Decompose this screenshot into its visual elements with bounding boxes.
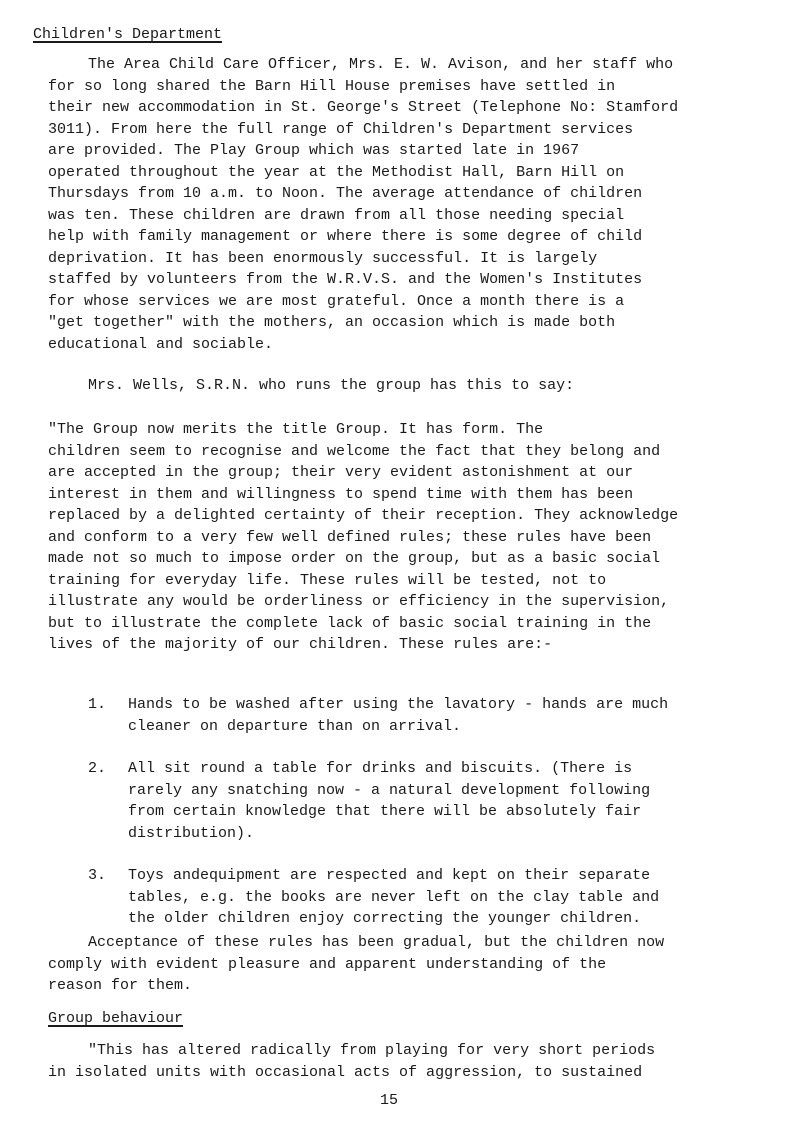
rule-item [88, 694, 788, 737]
text-line: training for everyday life. These rules will be tested, not to [48, 571, 607, 589]
text-line: Toys andequipment are respected and kept on their separate [128, 867, 651, 884]
section-heading-group-behaviour: Group behaviour [48, 1010, 184, 1027]
section-heading-childrens-department: Children's Department [33, 26, 223, 43]
text-line: children seem to recognise and welcome the fact that they belong and [48, 442, 661, 460]
text-line: distribution). [128, 824, 255, 842]
behaviour-paragraph [48, 1040, 788, 1083]
rule-number: 2. [88, 760, 107, 777]
text-line: tables, e.g. the books are never left on the clay table and [128, 888, 660, 906]
quote-paragraph [48, 419, 788, 656]
text-line: reason for them. [48, 977, 193, 994]
text-line: are provided. The Play Group which was started late in 1967 [48, 142, 580, 159]
text-line: the older children enjoy correcting the younger children. [128, 910, 642, 927]
rule-number: 1. [88, 696, 107, 713]
text-line: staffed by volunteers from the W.R.V.S. and the Women's Institutes [48, 271, 643, 288]
text-line: made not so much to impose order on the group, but as a basic social [48, 550, 661, 567]
text-line: "The Group now merits the title Group. It has form. The [48, 421, 544, 438]
text-line: from certain knowledge that there will be absolutely fair [128, 803, 642, 820]
text-line: comply with evident pleasure and apparent understanding of the [48, 955, 607, 973]
rule-text [128, 758, 788, 844]
text-line: All sit round a table for drinks and biscuits. (There is [128, 760, 633, 777]
rule-number: 3. [88, 867, 107, 884]
text-line: Thursdays from 10 a.m. to Noon. The average attendance of children [48, 185, 643, 202]
text-line: for whose services we are most grateful. Once a month there is a [48, 292, 625, 310]
text-line: and conform to a very few well defined rules; these rules have been [48, 528, 652, 546]
text-line: in isolated units with occasional acts of aggression, to sustained [48, 1063, 643, 1081]
text-line: their new accommodation in St. George's Street (Telephone No: Stamford [48, 99, 679, 116]
text-line: educational and sociable. [48, 335, 274, 353]
text-line: The Area Child Care Officer, Mrs. E. W. Avison, and her staff who [88, 56, 674, 73]
text-line: help with family management or where there is some degree of child [48, 228, 643, 245]
text-line: deprivation. It has been enormously successful. It is largely [48, 249, 598, 267]
rule-text [128, 694, 788, 737]
wells-intro-line: Mrs. Wells, S.R.N. who runs the group has this to say: [88, 377, 575, 394]
text-line: "get together" with the mothers, an occasion which is made both [48, 314, 616, 331]
text-line: replaced by a delighted certainty of their reception. They acknowledge [48, 507, 679, 524]
text-line: Hands to be washed after using the lavatory - hands are much [128, 696, 669, 713]
text-line: "This has altered radically from playing for very short periods [88, 1042, 656, 1059]
text-line: illustrate any would be orderliness or efficiency in the supervision, [48, 593, 670, 610]
text-line: interest in them and willingness to spend time with them has been [48, 485, 634, 503]
text-line: for so long shared the Barn Hill House premises have settled in [48, 77, 616, 95]
rule-item [88, 758, 788, 844]
rules-list [88, 694, 788, 930]
text-line: operated throughout the year at the Methodist Hall, Barn Hill on [48, 163, 625, 181]
rule-text [128, 865, 788, 930]
text-line: cleaner on departure than on arrival. [128, 717, 462, 735]
text-line: 3011). From here the full range of Children's Department services [48, 120, 634, 138]
acceptance-paragraph [48, 932, 788, 997]
text-line: are accepted in the group; their very evident astonishment at our [48, 464, 634, 481]
text-line: Acceptance of these rules has been gradual, but the children now [88, 934, 665, 951]
rule-item [88, 865, 788, 930]
page-number: 15 [380, 1092, 399, 1109]
intro-paragraph [48, 54, 788, 355]
text-line: was ten. These children are drawn from all those needing special [48, 206, 625, 224]
text-line: lives of the majority of our children. These rules are:- [48, 636, 553, 653]
text-line: but to illustrate the complete lack of basic social training in the [48, 614, 652, 632]
text-line: rarely any snatching now - a natural development following [128, 781, 651, 799]
